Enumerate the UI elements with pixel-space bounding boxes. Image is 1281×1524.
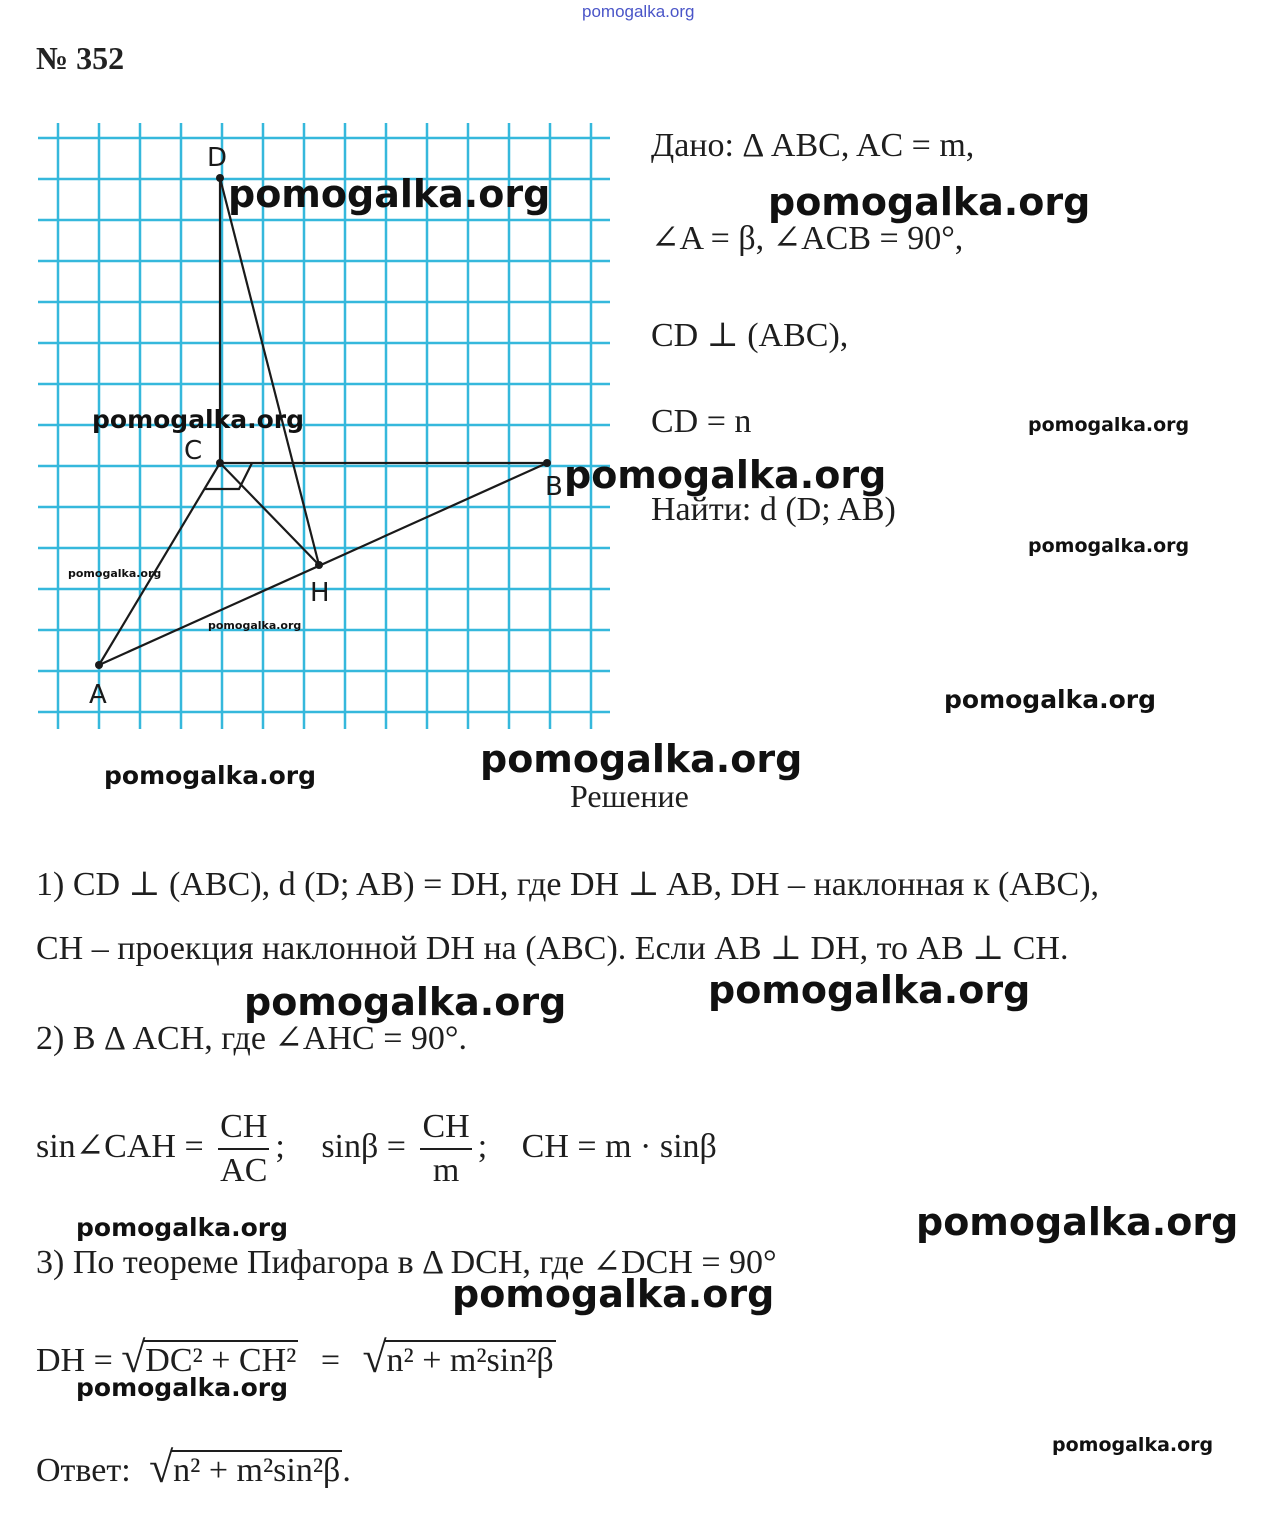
watermark: pomogalka.org — [1028, 414, 1190, 436]
watermark: pomogalka.org — [244, 980, 567, 1024]
step2-line-1: 2) В Δ ACH, где ∠AHC = 90°. — [36, 1020, 467, 1057]
watermark: pomogalka.org — [68, 567, 162, 580]
answer-square-root — [149, 1443, 342, 1492]
solution-heading: Решение — [570, 778, 689, 814]
point-c — [216, 459, 224, 467]
fraction-denominator: AC — [220, 1152, 268, 1189]
radical-sign: √ — [121, 1333, 146, 1382]
point-b — [543, 459, 551, 467]
point-a — [95, 661, 103, 669]
watermark: pomogalka.org — [76, 1373, 289, 1402]
formula-sin-cah: sin∠CAH = — [36, 1127, 204, 1165]
site-header-link[interactable]: pomogalka.org — [582, 2, 695, 21]
given-line-1: Дано: Δ ABC, AC = m, — [651, 127, 975, 164]
watermark: pomogalka.org — [92, 405, 305, 434]
radicand: n² + m²sin²β — [386, 1342, 554, 1379]
watermark: pomogalka.org — [208, 619, 302, 632]
label-c: C — [184, 436, 203, 466]
segment-ab — [99, 463, 547, 665]
label-h: H — [310, 578, 330, 608]
watermark: pomogalka.org — [768, 180, 1091, 224]
separator: ; — [275, 1127, 285, 1165]
formula-sin-beta: sinβ = — [321, 1127, 406, 1165]
radical-sign: √ — [362, 1333, 387, 1382]
watermark: pomogalka.org — [564, 453, 887, 497]
equals-sign: = — [320, 1342, 341, 1379]
given-line-2: ∠A = β, ∠ACB = 90°, — [651, 220, 964, 257]
answer-label: Ответ: — [36, 1452, 131, 1489]
radicand: n² + m²sin²β — [173, 1452, 341, 1489]
radical-sign: √ — [149, 1443, 174, 1492]
label-a: A — [89, 680, 107, 710]
given-line-4: CD = n — [651, 403, 752, 440]
watermark: pomogalka.org — [916, 1200, 1239, 1244]
answer-period: . — [342, 1452, 351, 1489]
watermark: pomogalka.org — [76, 1213, 289, 1242]
point-h — [315, 561, 323, 569]
step3-line-1: 3) По теореме Пифагора в Δ DCH, где ∠DCH = 90° — [36, 1244, 777, 1281]
answer-line — [36, 1443, 351, 1492]
watermark: pomogalka.org — [480, 737, 803, 781]
formula-dh-lhs: DH = — [36, 1342, 113, 1379]
step1-line-2: CH – проекция наклонной DH на (ABC). Если AB ⊥ DH, то AB ⊥ CH. — [36, 930, 1069, 967]
watermark: pomogalka.org — [104, 761, 317, 790]
watermark: pomogalka.org — [1028, 535, 1190, 557]
watermark: pomogalka.org — [452, 1272, 775, 1316]
label-d: D — [207, 143, 228, 173]
formula-ch-result: CH = m · sinβ — [521, 1127, 717, 1165]
watermark: pomogalka.org — [228, 172, 551, 216]
fraction-numerator: CH — [420, 1108, 471, 1150]
watermark: pomogalka.org — [708, 968, 1031, 1012]
step2-formula — [36, 1108, 717, 1190]
point-d — [216, 174, 224, 182]
watermark: pomogalka.org — [944, 685, 1157, 714]
problem-number: № 352 — [36, 40, 125, 76]
separator: ; — [477, 1127, 488, 1165]
label-b: B — [545, 472, 563, 502]
given-line-3: CD ⊥ (ABC), — [651, 317, 849, 354]
find-line: Найти: d (D; AB) — [651, 491, 896, 528]
fraction-denominator: m — [432, 1152, 460, 1189]
radicand: DC² + CH² — [145, 1342, 297, 1379]
step1-line-1: 1) CD ⊥ (ABC), d (D; AB) = DH, где DH ⊥ AB, DH – наклонная к (ABC), — [36, 866, 1100, 903]
segment-ca — [99, 463, 220, 665]
fraction-ch-m — [420, 1108, 471, 1190]
watermark: pomogalka.org — [1052, 1434, 1214, 1456]
square-root-2 — [362, 1333, 556, 1382]
fraction-numerator: CH — [218, 1108, 269, 1150]
fraction-ch-ac — [218, 1108, 269, 1190]
